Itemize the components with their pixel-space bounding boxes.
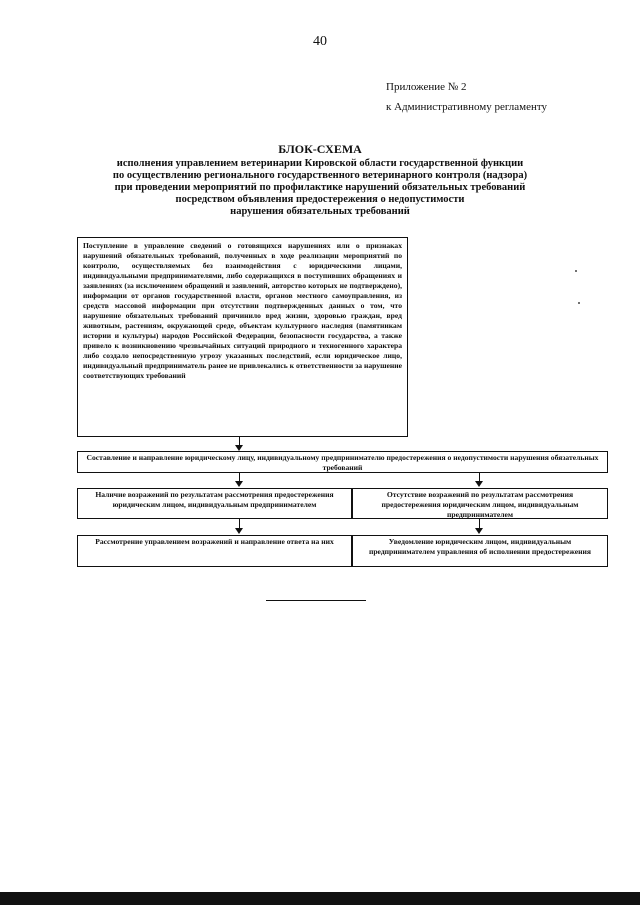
arrow-down-icon — [235, 481, 243, 487]
flow-result-review-text: Рассмотрение управлением возражений и направление ответа на них — [95, 537, 334, 546]
title-line-2: по осуществлению регионального государственного ветеринарного контроля (надзора) — [112, 170, 528, 181]
flow-result-notification-text: Уведомление юридическим лицом, индивидуальным предпринимателем управления об исполнении предостережения — [368, 537, 592, 556]
flow-step-issue-warning-text: Составление и направление юридическому лицу, индивидуальному предпринимателю предостережения о недопустимости нарушения обязательных требований — [86, 453, 599, 472]
flow-branch-no-objections-box — [352, 488, 608, 519]
page-number: 40 — [313, 34, 327, 49]
arrow-down-icon — [235, 528, 243, 534]
appendix-reference: к Административному регламенту — [386, 101, 548, 113]
flow-start-box — [77, 237, 408, 437]
closing-rule — [266, 600, 366, 601]
scan-speck — [578, 302, 580, 304]
scan-speck — [575, 270, 577, 272]
appendix-number: Приложение № 2 — [386, 81, 467, 93]
flow-result-review-box — [77, 535, 352, 567]
scan-border-bar — [0, 892, 640, 905]
flow-branch-no-objections-text: Отсутствие возражений по результатам рассмотрения предостережения юридическим лицом, индивидуальным предпринимателем — [381, 490, 579, 519]
flow-branch-objections-text: Наличие возражений по результатам рассмотрения предостережения юридическим лицом, индивидуальным предпринимателем — [95, 490, 334, 509]
flow-result-notification-box — [352, 535, 608, 567]
title-line-4: посредством объявления предостережения о недопустимости — [175, 194, 465, 205]
arrow-down-icon — [475, 481, 483, 487]
title-line-1: исполнения управлением ветеринарии Кировской области государственной функции — [116, 158, 524, 169]
title-line-3: при проведении мероприятий по профилактике нарушений обязательных требований — [114, 182, 526, 193]
document-title: БЛОК-СХЕМА — [278, 142, 362, 156]
arrow-down-icon — [475, 528, 483, 534]
flow-branch-objections-box — [77, 488, 352, 519]
flow-step-issue-warning-box — [77, 451, 608, 473]
flow-start-text: Поступление в управление сведений о готовящихся нарушениях или о признаках нарушений обязательных требований, полученных в ходе реализации мероприятий по контролю, осуществляемых без взаимодействия с юридическими лицами, индивидуальными предпринимателями, либо содержащихся в поступивших обращениях и заявлениях (за исключением обращений и заявлений, авторство которых не подтверждено), информации от органов государственной власти, органов местного самоуправления, из средств массовой информации при отсутствии подтвержденных данных о том, что нарушение обязательных требований причинило вред жизни, здоровью граждан, вред животным, растениям, окружающей среде, объектам культурного наследия (памятникам истории и культуры) народов Российской Федерации, безопасности государства, а также привело к возникновению чрезвычайных ситуаций природного и техногенного характера либо создало непосредственную угрозу указанных последствий, если юридическое лицо, индивидуальный предприниматель ранее не привлекались к ответственности за нарушение соответствующих требований — [83, 241, 402, 380]
title-line-5: нарушения обязательных требований — [230, 206, 410, 217]
